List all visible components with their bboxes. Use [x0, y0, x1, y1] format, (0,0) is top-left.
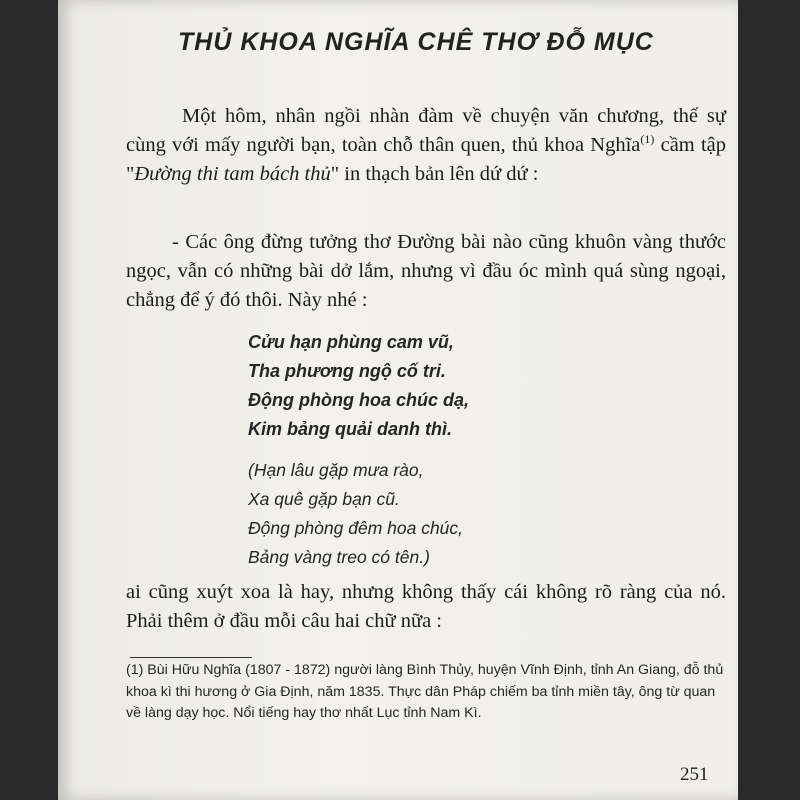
paragraph-intro-end: " in thạch bản lên dứ dứ : — [330, 163, 539, 185]
book-page — [58, 0, 738, 800]
translation-line: Bảng vàng treo có tên.) — [248, 547, 430, 567]
page-title: THỦ KHOA NGHĨA CHÊ THƠ ĐỖ MỤC — [178, 28, 654, 56]
footnote-divider — [130, 657, 252, 658]
poem-line: Động phòng hoa chúc dạ, — [248, 390, 469, 410]
poem-line: Tha phương ngộ cố tri. — [248, 361, 446, 381]
poem-original — [248, 328, 668, 444]
paragraph-intro-text: Một hôm, nhân ngồi nhàn đàm về chuyện văn chương, thế sự cùng với mấy người bạn, toàn chỗ thân quen, thủ khoa Nghĩa — [126, 105, 726, 156]
paragraph-conclusion: ai cũng xuýt xoa là hay, nhưng không thấy cái không rõ ràng của nó. Phải thêm ở đầu mỗi câu hai chữ nữa : — [126, 581, 726, 632]
footnote: (1) Bùi Hữu Nghĩa (1807 - 1872) người làng Bình Thủy, huyện Vĩnh Định, tỉnh An Giang, đỗ thủ khoa kì thi hương ở Gia Định, năm 1835. Thực dân Pháp chiếm ba tỉnh miền tây, ông từ quan về làng dạy học. Nổi tiếng hay thơ nhất Lục tỉnh Nam Kì. — [126, 662, 724, 721]
footnote-marker: (1) — [640, 132, 655, 147]
poem-line: Cửu hạn phùng cam vũ, — [248, 332, 454, 352]
paragraph-intro — [126, 102, 726, 189]
paragraph-intro-mid: cầm tập " — [126, 134, 726, 185]
translation-line: (Hạn lâu gặp mưa rào, — [248, 460, 424, 480]
poem-line: Kim bảng quải danh thì. — [248, 419, 452, 439]
paragraph-dialogue: - Các ông đừng tưởng thơ Đường bài nào cũng khuôn vàng thước ngọc, vẫn có những bài dở lắm, nhưng vì đầu óc mình quá sùng ngoại, chẳng để ý đó thôi. Này nhé : — [126, 231, 726, 311]
book-title: Đường thi tam bách thủ — [134, 163, 331, 185]
page-number: 251 — [680, 764, 709, 785]
poem-translation — [248, 456, 668, 572]
translation-line: Động phòng đêm hoa chúc, — [248, 518, 464, 538]
translation-line: Xa quê gặp bạn cũ. — [248, 489, 400, 509]
